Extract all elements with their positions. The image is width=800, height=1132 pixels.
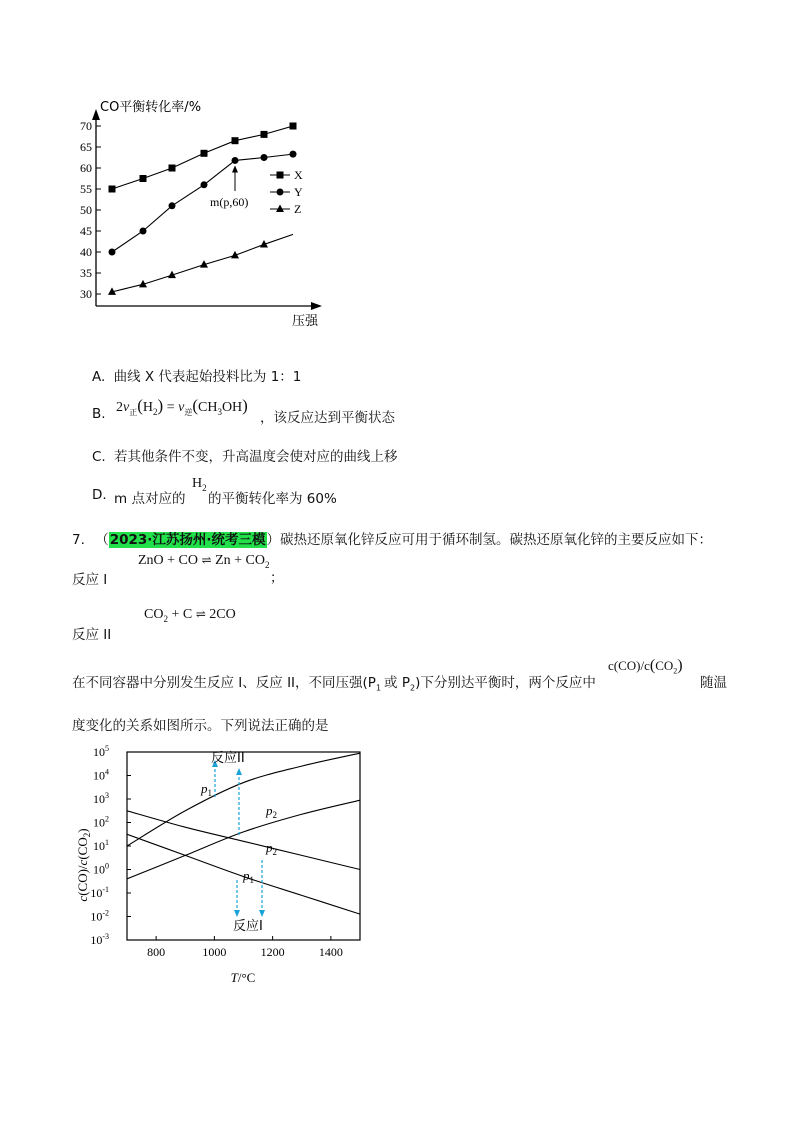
- reaction-2-label: 反应 II: [72, 627, 112, 643]
- chart1-point-x: [169, 165, 176, 172]
- chart1-point-x: [140, 175, 147, 182]
- chart1-xlabel: 压强: [292, 314, 319, 329]
- chart2-xtick-label: 1400: [318, 945, 343, 959]
- option-letter: A.: [92, 369, 106, 385]
- legend-label-z: Z: [294, 202, 302, 216]
- chart1-point-y: [109, 249, 116, 256]
- label-reaction-2: 反应II: [211, 751, 245, 766]
- arrow-reaction2-p2-head: [236, 768, 242, 775]
- option-letter: B.: [92, 406, 106, 422]
- chart1-point-x: [232, 137, 239, 144]
- reaction-2-equation: $CO_2 + C$ ⇌ 2CO: [144, 607, 236, 624]
- chart1-point-x: [261, 131, 268, 138]
- reaction-1-equation: ZnO + CO ⇌ $Zn + CO_2$: [138, 553, 270, 570]
- chart1-point-x: [109, 186, 116, 193]
- option-letter: C.: [92, 449, 106, 465]
- chart1-point-y: [232, 157, 239, 164]
- annotation-label: m(p,60): [210, 195, 249, 209]
- label-reaction-1: 反应I: [233, 919, 263, 934]
- reaction-1-semicolon: ；: [270, 570, 284, 586]
- chart1-point-y: [290, 151, 297, 158]
- option-d[interactable]: [92, 476, 392, 508]
- chart2-curve-2: [127, 811, 360, 870]
- chart2-ytick-label: $10^2$: [93, 814, 109, 830]
- label-p2-lower: $p_2$: [266, 840, 277, 857]
- chart1-ytick-label: 45: [80, 224, 92, 238]
- chart1-ytick-label: 40: [80, 245, 92, 259]
- chart1-point-y: [201, 181, 208, 188]
- chart2-ytick-label: $10^0$: [93, 861, 109, 877]
- chart2-ytick-label: $10^3$: [93, 791, 109, 806]
- question-7-intro: [72, 528, 712, 548]
- legend-marker-x: [277, 172, 284, 179]
- arrow-reaction1-p2-head: [259, 910, 265, 917]
- label-p2-upper: $p_2$: [266, 803, 277, 820]
- chart1-point-y: [140, 228, 147, 235]
- chart1-point-y: [169, 202, 176, 209]
- option-text: 曲线 X 代表起始投料比为 1：1: [113, 369, 302, 385]
- option-a[interactable]: [92, 365, 301, 385]
- chart2-ylabel: $c(CO)/c(CO_2)$: [75, 828, 92, 902]
- chart1-ytick-label: 30: [80, 287, 92, 301]
- chart1-series-y-line: [112, 154, 293, 252]
- chart1-point-x: [201, 150, 208, 157]
- ratio-formula: $c(CO)/c(CO_2)$: [608, 657, 683, 676]
- option-text: m 点对应的: [114, 491, 186, 507]
- chart1-ylabel: CO平衡转化率/%: [100, 100, 202, 115]
- h2-formula: $H_2$: [192, 476, 207, 493]
- intro-text: ）碳热还原氧化锌反应可用于循环制氢。碳热还原氧化锌的主要反应如下：: [266, 532, 713, 548]
- option-letter: D.: [92, 487, 107, 503]
- annotation-arrowhead: [232, 165, 238, 172]
- chart2-xtick-label: 1200: [260, 945, 285, 959]
- chart1-ytick-label: 55: [80, 182, 92, 196]
- option-text: ，该反应达到平衡状态: [260, 410, 395, 426]
- chart2-xlabel: T/°C: [230, 970, 256, 985]
- option-text: 若其他条件不变，升高温度会使对应的曲线上移: [114, 449, 398, 465]
- open-paren: （: [95, 532, 109, 548]
- chart2-ytick-label: $10^5$: [93, 744, 109, 759]
- chart2-ytick-label: $10^1$: [93, 838, 109, 853]
- chart2-ytick-label: $10^{-1}$: [90, 885, 109, 900]
- chart2-ytick-label: $10^4$: [93, 767, 109, 783]
- arrow-reaction1-p1-head: [234, 910, 240, 917]
- chart2-xtick-label: 800: [147, 945, 166, 959]
- chart2-ytick-label: $10^{-3}$: [90, 932, 109, 947]
- label-p1-lower: $p_1$: [243, 868, 254, 885]
- legend-marker-z: [276, 205, 284, 213]
- label-p1-upper: $p_1$: [201, 781, 212, 798]
- chart2-xtick-label: 1000: [202, 945, 227, 959]
- chart2-ytick-label: $10^{-2}$: [90, 908, 109, 924]
- chart1-ytick-label: 50: [80, 203, 92, 217]
- question-7-body-line1: 在不同容器中分别发生反应 I、反应 II，不同压强($P_1$ 或 $P_2$)下分别达平衡时，两个反应中: [72, 675, 596, 693]
- chart1-ytick-label: 70: [80, 119, 92, 133]
- reaction-1-label: 反应 I: [72, 572, 108, 588]
- chart-co-conversion: [60, 95, 360, 335]
- legend-marker-y: [277, 189, 284, 196]
- chart1-ytick-label: 60: [80, 161, 92, 175]
- chart1-point-x: [290, 123, 297, 130]
- chart1-ytick-label: 35: [80, 266, 92, 280]
- chart-ratio-vs-temperature: [70, 740, 370, 990]
- chart1-ytick-label: 65: [80, 140, 92, 154]
- chart1-point-y: [261, 154, 268, 161]
- source-tag[interactable]: 2023·江苏扬州·统考三模: [109, 532, 266, 548]
- option-c[interactable]: [92, 445, 398, 465]
- legend-label-x: X: [294, 168, 303, 182]
- option-b-formula: $2v_正(H_2) = v_逆(CH_3OH)$: [116, 396, 248, 417]
- question-7-body-tail: 随温: [700, 675, 727, 691]
- legend-label-y: Y: [294, 185, 303, 199]
- question-7-body-line2: 度变化的关系如图所示。下列说法正确的是: [72, 718, 329, 734]
- option-text-2: 的平衡转化率为 60%: [208, 491, 337, 507]
- question-number: 7.: [72, 532, 85, 548]
